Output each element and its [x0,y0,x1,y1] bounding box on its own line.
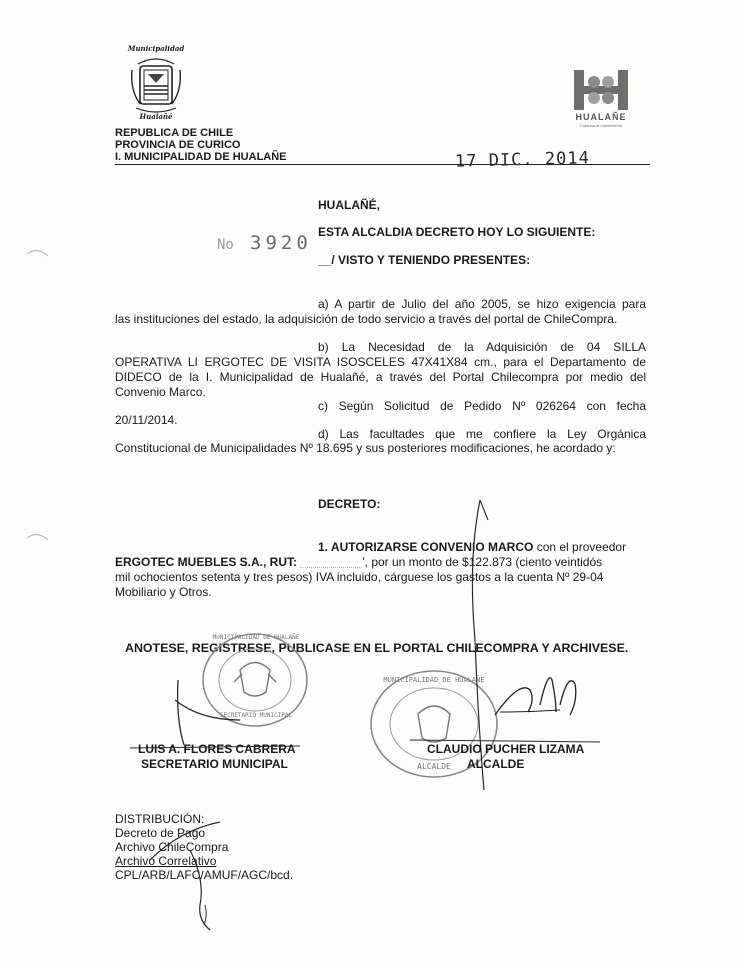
considerando-b-line3: DIDECO de la I. Municipalidad de Hualañé, a través del Portal Chilecompra por medio del [115,370,646,384]
distribution-item: Archivo Correlativo [115,854,217,868]
punch-hole-icon [22,530,52,560]
logo-tagline: Comuna en movimiento [579,123,623,128]
considerando-b-line4: Convenio Marco. [115,385,206,399]
seal-left-text: MUNICIPALIDAD DE HUALAÑE [212,634,300,641]
seal-left-bottom-text: SECRETARIO MUNICIPAL [219,712,293,719]
place-heading: HUALAÑÉ, [318,198,380,212]
header-line-republic: REPUBLICA DE CHILE [115,127,234,139]
decreto-item1-lead: 1. AUTORIZARSE CONVENIO MARCO [318,540,534,554]
intro-heading: ESTA ALCALDIA DECRETO HOY LO SIGUIENTE: [318,225,596,239]
header-line-province: PROVINCIA DE CURICO [115,139,241,151]
decree-number: 3920 [250,232,312,254]
punch-hole-icon [22,246,52,276]
right-signatory-title: ALCALDE [467,757,525,771]
considerando-a-first: a) A partir de Julio del año 2005, se hizo exigencia para [318,297,646,311]
decree-number-prefix: No [217,237,234,253]
date-stamp: 17 DIC. 2014 [454,148,591,172]
decreto-title: DECRETO: [318,497,381,511]
decreto-vendor: ERGOTEC MUEBLES S.A., RUT: [115,555,298,569]
distribution-item: CPL/ARB/LAFC/AMUF/AGC/bcd. [115,868,294,882]
considerando-a-rest: las instituciones del estado, la adquisición de todo servicio a través del portal de ChileCompra. [115,312,618,326]
crest-bottom-text: Hualañé [139,112,173,121]
decreto-item1-line3: mil ochocientos setenta y tres pesos) IVA incluido, cárguese los gastos a la cuenta Nº 29-04 [115,570,604,584]
considerando-c-first: c) Según Solicitud de Pedido Nº 026264 con fecha [318,399,646,413]
left-signatory-name: LUIS A. FLORES CABRERA [138,742,296,756]
distribution-item: Archivo ChileCompra [115,840,229,854]
crest-top-text: Municipalidad [127,44,185,53]
left-signatory-title: SECRETARIO MUNICIPAL [141,757,288,771]
seal-right-bottom-text: ALCALDE [417,762,451,771]
decreto-rut-tail: ', por un monto de $122.873 (ciento veintidós [362,555,603,569]
considerando-d-rest: Constitucional de Municipalidades Nº 18.695 y sus posteriores modificaciones, he acordado y: [115,441,616,455]
distribution-item: Decreto de Pago [115,826,206,840]
header-line-municipality: I. MUNICIPALIDAD DE HUALAÑE [115,151,287,163]
decreto-item1-tail: con el proveedor [533,540,627,554]
decreto-item1-line4: Mobiliario y Otros. [115,585,212,599]
considerando-b-first: b) La Necesidad de la Adquisición de 04 SILLA [318,340,646,354]
visto-heading: __/ VISTO Y TENIENDO PRESENTES: [318,253,531,267]
considerando-c-rest: 20/11/2014. [115,413,178,427]
right-signatory-name: CLAUDIO PUCHER LIZAMA [427,742,585,756]
logo-name: HUALAÑE [575,112,627,122]
closing-line: ANOTESE, REGISTRESE, PUBLICASE EN EL PORTAL CHILECOMPRA Y ARCHIVESE. [125,641,629,655]
seal-right-top-text: MUNICIPALIDAD DE HUALAÑE [383,676,485,684]
considerando-b-line2: OPERATIVA LI ERGOTEC DE VISITA ISOSCELES 47X41X84 cm., para el Departamento de [115,355,646,369]
distribution-title: DISTRIBUCIÓN: [115,812,205,826]
considerando-d-first: d) Las facultades que me confiere la Ley Orgánica [318,427,646,441]
